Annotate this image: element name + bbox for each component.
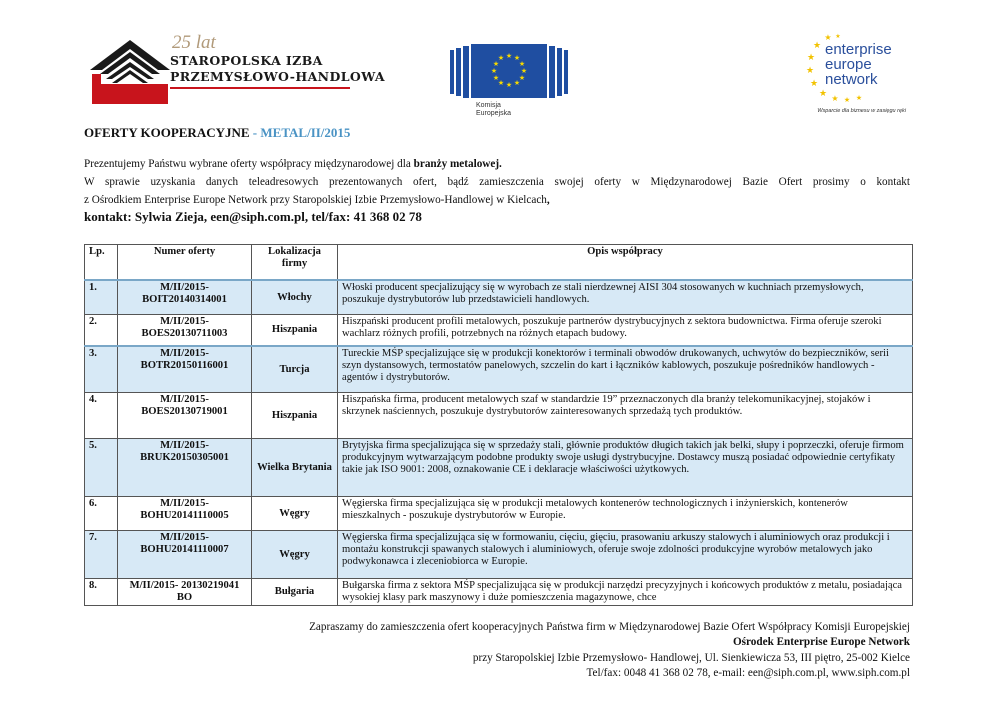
- een-word-network: network: [825, 71, 878, 88]
- cell-description: Tureckie MŚP specjalizujące się w produkcji konektorów i terminali obwodów drukowanych, uchwytów do bezpieczników, serii szyn dystansowych, termostatów panelowych, szczelin do kart i łączników kablowych, poszukuje pośredników handlowych - agentów i dystrybutorów.: [338, 346, 913, 393]
- table-row: [85, 280, 913, 315]
- cell-number: M/II/2015- BOES20130711003: [118, 315, 252, 347]
- een-tagline: Wsparcie dla biznesu w zasięgu ręki: [817, 108, 906, 114]
- footer-address: przy Staropolskiej Izbie Przemysłowo- Handlowej, Ul. Sienkiewicza 53, III piętro, 25-002 Kielce: [472, 652, 910, 664]
- title-main: OFERTY KOOPERACYJNE: [84, 125, 250, 140]
- cell-number: M/II/2015- BOES20130719001: [118, 393, 252, 439]
- izba-name-line2: PRZEMYSŁOWO-HANDLOWA: [170, 69, 385, 84]
- table-row: [85, 393, 913, 439]
- svg-text:★: ★: [806, 53, 816, 63]
- svg-text:★: ★: [490, 67, 498, 75]
- svg-text:★: ★: [513, 54, 521, 62]
- table-row: [85, 579, 913, 606]
- svg-text:★: ★: [824, 33, 832, 42]
- izba-roof-icon: [90, 36, 170, 106]
- cell-location: Bułgaria: [252, 579, 338, 606]
- izba-anniversary: 25 lat: [172, 32, 216, 53]
- cell-lp: 3.: [85, 346, 118, 393]
- cell-number: M/II/2015- BOIT20140314001: [118, 280, 252, 315]
- cell-location: Węgry: [252, 531, 338, 579]
- cell-number: M/II/2015- BOHU20141110005: [118, 497, 252, 531]
- cell-number: M/II/2015- BOHU20141110007: [118, 531, 252, 579]
- cell-lp: 6.: [85, 497, 118, 531]
- staropolska-izba-logo: [90, 32, 385, 106]
- contact-line: kontakt: Sylwia Zieja, een@siph.com.pl, tel/fax: 41 368 02 78: [84, 209, 422, 224]
- svg-text:★: ★: [497, 79, 505, 87]
- header-description: Opis współpracy: [338, 245, 913, 281]
- cell-lp: 5.: [85, 439, 118, 497]
- svg-text:★: ★: [806, 66, 815, 76]
- cell-lp: 1.: [85, 280, 118, 315]
- table-row: [85, 346, 913, 393]
- intro-line-3: [84, 193, 910, 207]
- cell-description: Hiszpańska firma, producent metalowych szaf w standardzie 19” przeznaczonych dla branży telekomunikacyjnej, stojaków i skrzynek naściennych, poszukuje dystrybutorów zainteresowanych sprzedażą tych produktów.: [338, 393, 913, 439]
- een-word-enterprise: enterprise: [825, 41, 892, 58]
- svg-text:★: ★: [818, 89, 828, 99]
- cell-location: Włochy: [252, 280, 338, 315]
- enterprise-europe-network-logo: [806, 32, 906, 118]
- izba-underline: [170, 87, 350, 89]
- intro-line3-text: z Ośrodkiem Enterprise Europe Network przy Staropolskiej Izbie Przemysłowo-Handlowej w Kielcach: [84, 194, 547, 206]
- svg-text:★: ★: [513, 79, 521, 87]
- svg-text:★: ★: [835, 33, 841, 40]
- cell-location: Turcja: [252, 346, 338, 393]
- een-word-europe: europe: [825, 56, 872, 73]
- table-row: [85, 497, 913, 531]
- cell-location: Węgry: [252, 497, 338, 531]
- cell-lp: 2.: [85, 315, 118, 347]
- intro-line-1: [84, 157, 910, 171]
- footer-invitation: Zapraszamy do zamieszczenia ofert kooperacyjnych Państwa firm w Międzynarodowej Bazie Ofert Współpracy Komisji Europejskiej: [309, 621, 910, 633]
- page-title: [84, 125, 350, 141]
- eu-label-line2: Europejska: [476, 110, 512, 117]
- cell-description: Bułgarska firma z sektora MŚP specjalizująca się w produkcji narzędzi precyzyjnych i końcowych produktów z metalu, posiadająca wysokiej klasy park maszynowy i duże pomieszczenia magazynowe, chce: [338, 579, 913, 606]
- svg-text:★: ★: [831, 94, 839, 103]
- header-number: Numer oferty: [118, 245, 252, 281]
- komisja-europejska-logo: [446, 40, 572, 116]
- cell-lp: 7.: [85, 531, 118, 579]
- table-row: [85, 315, 913, 347]
- svg-text:★: ★: [518, 74, 526, 82]
- svg-text:★: ★: [505, 81, 513, 89]
- footer-center-name: Ośrodek Enterprise Europe Network: [732, 636, 910, 648]
- intro-line1-text: Prezentujemy Państwu wybrane oferty współpracy międzynarodowej dla: [84, 158, 414, 170]
- cell-number: M/II/2015- 20130219041 BO: [118, 579, 252, 606]
- intro-line3-comma: ,: [546, 194, 550, 206]
- table-row: [85, 531, 913, 579]
- svg-text:★: ★: [520, 67, 528, 75]
- svg-text:★: ★: [812, 41, 822, 51]
- svg-text:★: ★: [492, 74, 500, 82]
- intro-line1-bold: branży metalowej.: [413, 158, 502, 170]
- svg-text:★: ★: [505, 52, 513, 60]
- intro-line-2: W sprawie uzyskania danych teleadresowych prezentowanych ofert, bądź zamieszczenia swojej oferty w Międzynarodowej Bazie Ofert prosimy o kontakt: [84, 176, 910, 188]
- cell-description: Brytyjska firma specjalizująca się w sprzedaży stali, głównie produktów długich takich jak belki, słupy i poprzeczki, oferuje firmom produkcyjnym wytwarzającym podobne produkty swoje usługi dystrybucyjne. Dostawcy muszą posiadać odpowiednie certyfikaty takie jak ISO 9001: 2008, oznakowanie CE i deklaracje właściwości użytkowych.: [338, 439, 913, 497]
- svg-text:★: ★: [518, 60, 526, 68]
- svg-text:★: ★: [843, 96, 851, 104]
- cell-lp: 8.: [85, 579, 118, 606]
- table-header-row: [85, 245, 913, 281]
- svg-text:★: ★: [492, 60, 500, 68]
- izba-name-line1: STAROPOLSKA IZBA: [170, 53, 323, 68]
- svg-text:★: ★: [855, 94, 863, 102]
- title-accent: - METAL/II/2015: [249, 125, 351, 140]
- cell-description: Węgierska firma specjalizująca się w produkcji metalowych kontenerów technologicznych i inżynierskich, kontenerów mieszkalnych - poszukuje dystrybutorów w Europie.: [338, 497, 913, 531]
- header-location: Lokalizacja firmy: [252, 245, 338, 281]
- cell-number: M/II/2015- BRUK20150305001: [118, 439, 252, 497]
- cell-description: Włoski producent specjalizujący się w wyrobach ze stali nierdzewnej AISI 304 stosowanych w kuchniach przemysłowych, poszukuje dystrybutorów lub przedstawicieli handlowych.: [338, 280, 913, 315]
- header-lp: Lp.: [85, 245, 118, 281]
- cell-location: Hiszpania: [252, 315, 338, 347]
- cell-location: Wielka Brytania: [252, 439, 338, 497]
- eu-flag-icon: [446, 40, 572, 102]
- svg-text:★: ★: [809, 79, 819, 89]
- cell-location: Hiszpania: [252, 393, 338, 439]
- cell-lp: 4.: [85, 393, 118, 439]
- table-row: [85, 439, 913, 497]
- cell-number: M/II/2015- BOTR20150116001: [118, 346, 252, 393]
- eu-label-line1: Komisja: [476, 102, 501, 109]
- svg-text:★: ★: [497, 54, 505, 62]
- offers-table: [84, 244, 913, 606]
- cell-description: Hiszpański producent profili metalowych, poszukuje partnerów dystrybucyjnych z sektora budownictwa. Firma oferuje szeroki wachlarz różnych profili, potrzebnych na różnych etapach budowy.: [338, 315, 913, 347]
- cell-description: Węgierska firma specjalizująca się w formowaniu, cięciu, gięciu, prasowaniu arkuszy stalowych i aluminiowych oraz produkcji i montażu konstrukcji spawanych stalowych i aluminiowych, oferuje swoje zdolności produkcyjne wyrobów metalowych jako podwykonawca i zleceniobiorca w Europie.: [338, 531, 913, 579]
- footer-contact: Tel/fax: 0048 41 368 02 78, e-mail: een@siph.com.pl, www.siph.com.pl: [586, 667, 910, 679]
